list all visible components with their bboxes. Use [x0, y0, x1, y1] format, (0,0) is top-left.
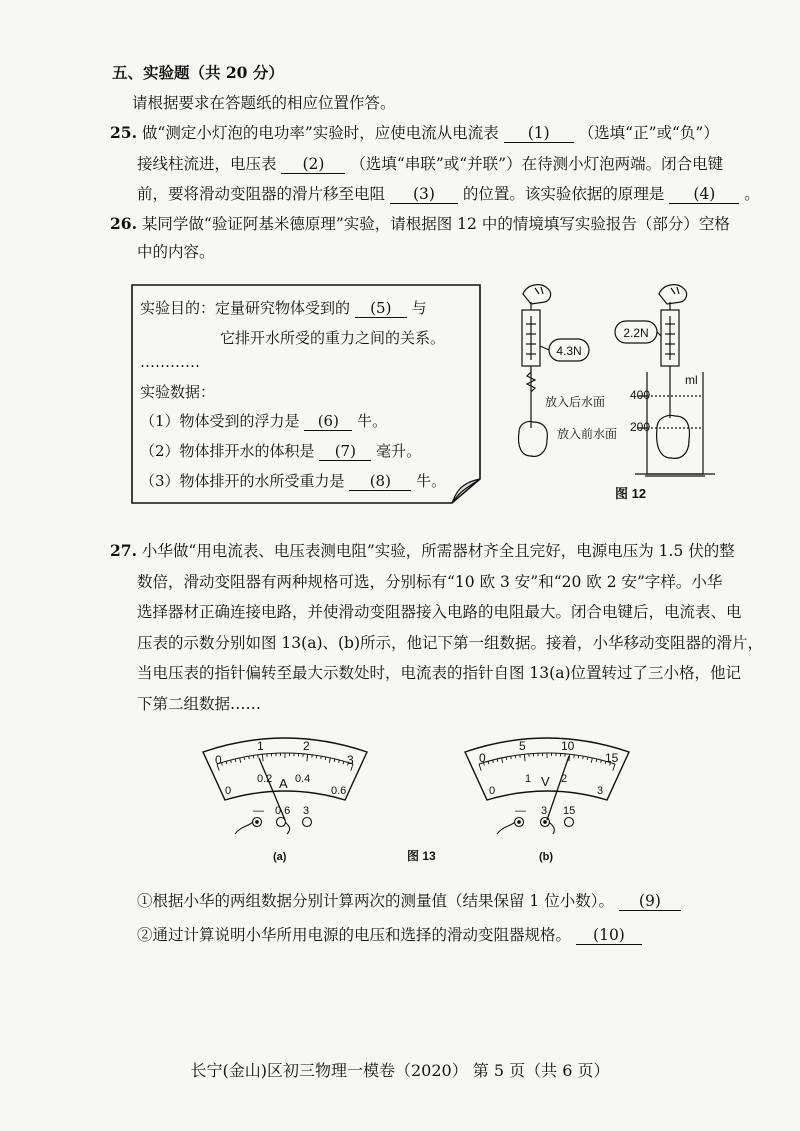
q25-line-1 — [110, 122, 719, 144]
voltmeter-inner-tick: 2 — [561, 773, 568, 785]
blank-4: (4) — [669, 185, 739, 204]
scale-tick — [596, 759, 597, 762]
scale-tick — [591, 758, 592, 763]
scale-tick — [502, 758, 503, 763]
page-footer: 长宁(金山)区初三物理一模卷（2020） 第 5 页（共 6 页） — [190, 1061, 610, 1080]
q27-line-5: 当电压表的指针偏转至最大示数处时，电流表的指针自图 13(a)位置转过了三小格，他记 — [137, 664, 741, 682]
report-row-2-unit: 毫升。 — [376, 442, 422, 460]
voltmeter-sublabel: (b) — [539, 851, 554, 863]
q26-number: 26. — [110, 214, 137, 233]
voltmeter-inner-tick: 0 — [489, 785, 496, 797]
voltmeter-outer-tick: 5 — [519, 739, 526, 753]
blank-1: (1) — [504, 124, 574, 143]
terminal-icon — [303, 818, 312, 827]
terminal-icon — [277, 818, 286, 827]
blank-9: (9) — [619, 892, 681, 911]
voltmeter-terminal-label: 3 — [541, 805, 548, 817]
scale-tick — [325, 757, 326, 760]
blank-5: (5) — [355, 299, 407, 318]
report-purpose-line-2: 它排开水所受的重力之间的关系。 — [220, 329, 446, 347]
volume-before-label: 200 — [630, 420, 651, 434]
section-title: 五、实验题（共 20 分） — [112, 63, 284, 82]
terminal-icon — [565, 818, 574, 827]
experiment-report-card — [130, 283, 482, 503]
scale-tick — [231, 760, 232, 763]
scale-tick — [262, 754, 263, 761]
scale-tick — [511, 756, 512, 759]
ammeter-outer-tick: 0 — [215, 753, 222, 767]
q25-number: 25. — [110, 123, 137, 142]
q25-text-2a: 接线柱流进，电压表 — [137, 155, 277, 173]
q27-subquestion-2 — [137, 924, 642, 946]
q27-sub-2-text: ②通过计算说明小华所用电源的电压和选择的滑动变阻器规格。 — [137, 926, 572, 944]
q25-text-1a: 做“测定小灯泡的电功率”实验时，应使电流从电流表 — [141, 124, 499, 142]
voltmeter-symbol: V — [541, 774, 550, 789]
q27-line-2: 数倍，滑动变阻器有两种规格可选，分别标有“10 欧 3 安”和“20 欧 2 安”字样。小华 — [137, 573, 723, 591]
ammeter-terminal-label: 3 — [303, 805, 310, 817]
figure-12 — [505, 280, 720, 515]
voltmeter-terminal-label: 15 — [563, 805, 576, 817]
report-purpose-text: 实验目的：定量研究物体受到的 — [140, 299, 351, 317]
q27-line-3: 选择器材正确连接电路，并使滑动变阻器接入电路的电阻最大。闭合电键后，电流表、电 — [137, 603, 742, 621]
q27-line-4: 压表的示数分别如图 13(a)、(b)所示，他记下第一组数据。接着，小华移动变阻器的滑片， — [137, 634, 764, 652]
voltmeter-dial — [465, 738, 629, 863]
figure-12-caption: 图 12 — [615, 486, 647, 501]
ammeter-inner-tick: 0.4 — [295, 773, 311, 785]
report-data-title: 实验数据： — [140, 383, 216, 401]
report-row-2-text: （2）物体排开水的体积是 — [140, 442, 315, 460]
q25-line-2 — [137, 153, 723, 175]
q26-text-1: 某同学做“验证阿基米德原理”实验，请根据图 12 中的情境填写实验报告（部分）空格 — [141, 215, 730, 233]
scale-tick — [488, 761, 489, 764]
report-row-3-text: （3）物体排开的水所受重力是 — [140, 472, 345, 490]
reading-2-label: 2.2N — [623, 326, 649, 340]
q27-text-1: 小华做“用电流表、电压表测电阻”实验，所需器材齐全且完好，电源电压为 1.5 伏的整 — [141, 542, 735, 560]
report-row-1-text: （1）物体受到的浮力是 — [140, 412, 300, 430]
figure-13-caption: 图 13 — [407, 849, 436, 863]
ammeter-outer-tick: 3 — [347, 753, 354, 767]
report-row-3-unit: 牛。 — [416, 472, 447, 490]
scale-tick — [339, 760, 340, 763]
voltmeter-outer-tick: 10 — [561, 739, 575, 753]
scale-tick — [343, 761, 344, 764]
scale-tick — [587, 757, 588, 760]
scale-tick — [497, 759, 498, 762]
report-purpose-line-1 — [140, 297, 427, 318]
unit-label: ml — [685, 373, 698, 387]
hand-icon — [523, 285, 551, 304]
q25-text-2b: （选填“串联”或“并联”）在待测小灯泡两端。闭合电键 — [350, 155, 724, 173]
section-instruction: 请根据要求在答题纸的相应位置作答。 — [132, 94, 396, 112]
scale-tick — [307, 754, 308, 761]
object-in-air — [519, 421, 548, 456]
blank-10: (10) — [576, 926, 642, 945]
voltmeter-outer-tick: 15 — [605, 751, 619, 765]
q25-text-3b: 的位置。该实验依据的原理是 — [462, 185, 665, 203]
report-ellipsis: ………… — [140, 353, 200, 371]
q25-text-1b: （选填“正”或“负”） — [578, 124, 719, 142]
ammeter-inner-tick: 0 — [225, 785, 232, 797]
voltmeter-outer-tick: 0 — [479, 751, 486, 765]
blank-7: (7) — [319, 442, 371, 461]
q27-subquestion-1 — [137, 890, 681, 912]
report-purpose-and: 与 — [411, 299, 427, 317]
voltmeter-inner-tick: 3 — [597, 785, 604, 797]
report-row-1-unit: 牛。 — [357, 412, 388, 430]
ammeter-outer-tick: 1 — [257, 739, 264, 753]
blank-3: (3) — [390, 185, 458, 204]
q25-text-3a: 前，要将滑动变阻器的滑片移至电阻 — [137, 185, 386, 203]
ammeter-symbol: A — [279, 776, 288, 791]
q27-line-1 — [110, 540, 735, 562]
q27-number: 27. — [110, 541, 137, 560]
scale-tick — [493, 760, 494, 763]
q25-line-3 — [137, 183, 760, 205]
blank-2: (2) — [281, 155, 345, 174]
scale-tick — [524, 754, 525, 761]
q27-line-6: 下第二组数据…… — [137, 695, 262, 713]
blank-6: (6) — [304, 412, 352, 431]
before-water-label: 放入前水面 — [557, 427, 618, 441]
scale-tick — [240, 758, 241, 763]
scale-tick — [249, 756, 250, 759]
voltmeter-terminal-label: — — [515, 805, 526, 817]
q26-line-2: 中的内容。 — [137, 243, 215, 261]
scale-tick — [321, 756, 322, 759]
report-row-3 — [140, 470, 446, 491]
report-row-2 — [140, 440, 421, 461]
scale-tick — [334, 759, 335, 762]
report-row-1 — [140, 410, 387, 431]
scale-tick — [583, 756, 584, 759]
scale-tick — [601, 760, 602, 763]
scale-tick — [329, 758, 330, 763]
ammeter-inner-tick: 0.6 — [331, 785, 347, 797]
object-in-water — [657, 416, 690, 459]
scale-tick — [226, 761, 227, 764]
ammeter-terminal-label: — — [253, 805, 264, 817]
q26-line-1 — [110, 213, 730, 235]
ammeter-sublabel: (a) — [273, 851, 287, 863]
ammeter-dial — [203, 738, 367, 863]
volume-after-label: 400 — [630, 388, 651, 402]
scale-tick — [235, 759, 236, 762]
figure-13 — [195, 730, 635, 870]
voltmeter-inner-tick: 1 — [525, 773, 532, 785]
scale-tick — [506, 757, 507, 760]
ammeter-terminal-label: 0.6 — [275, 805, 291, 817]
after-water-label: 放入后水面 — [545, 395, 606, 409]
blank-8: (8) — [349, 472, 411, 491]
q25-text-3c: 。 — [744, 185, 760, 203]
ammeter-inner-tick: 0.2 — [257, 773, 273, 785]
q27-sub-1-text: ①根据小华的两组数据分别计算两次的测量值（结果保留 1 位小数）。 — [137, 892, 614, 910]
reading-1-label: 4.3N — [556, 344, 582, 358]
hand-icon — [659, 285, 687, 304]
scale-tick — [244, 757, 245, 760]
ammeter-outer-tick: 2 — [303, 739, 310, 753]
